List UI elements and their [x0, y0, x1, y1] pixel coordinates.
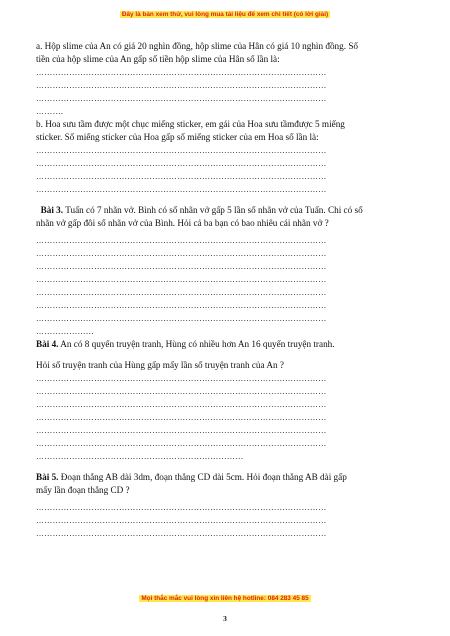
exercise-5-label: Bài 5.	[36, 472, 59, 482]
answer-line: ……………………………………………………………………………………………	[36, 159, 327, 168]
exercise-3-line-2: nhãn vở gấp đôi số nhãn vở của Bình. Hỏi cả ba bạn có bao nhiêu cái nhãn vở ?	[36, 218, 329, 228]
answer-line: ……………………………………………………………………………………………	[36, 374, 327, 383]
question-b-line-1: b. Hoa sưu tầm được một chục miếng sticker, em gái của Hoa sưu tầmđược 5 miếng	[36, 119, 345, 129]
answer-line: ……………………………………………………………………………………………	[36, 529, 327, 538]
preview-notice-text: Đây là bản xem thử, vui lòng mua tài liệu để xem chi tiết (có lời giải)	[121, 11, 329, 18]
exercise-5-line-1	[36, 471, 412, 484]
preview-notice-banner	[0, 11, 450, 18]
answer-line: ……………………………………………………………………………………………	[36, 426, 327, 435]
answer-line: ……………………………………………………………………………………………	[36, 249, 327, 258]
answer-line: ……………………………………………………………………………………………	[36, 413, 327, 422]
answer-line: ……………………………………………………………………………………………	[36, 503, 327, 512]
exercise-5-line-2: mấy lần đoạn thẳng CD ?	[36, 485, 130, 495]
answer-line: ……………………………………………………………………………………………	[36, 275, 327, 284]
page-number: 3	[223, 614, 227, 623]
hotline-footer	[0, 595, 450, 602]
question-b-line-2: sticker. Số miếng sticker của Hoa gấp số miếng sticker của em Hoa số lần là:	[36, 132, 319, 142]
exercise-3-text: Tuấn có 7 nhãn vở. Bình có số nhãn vở gấp 5 lần số nhãn vở của Tuấn. Chi có số	[63, 205, 363, 215]
exercise-4-text: An có 8 quyển truyện tranh, Hùng có nhiều hơn An 16 quyển truyện tranh.	[58, 339, 335, 349]
answer-line-short: …………………	[36, 327, 95, 336]
answer-line: ……………………………………………………………………………………………	[36, 301, 327, 310]
exercise-4-line-2: Hỏi số truyện tranh của Hùng gấp mấy lần số truyện tranh của An ?	[36, 360, 284, 370]
exercise-3-line-1	[36, 204, 412, 217]
answer-line: ……………………………………………………………………………………………	[36, 172, 327, 181]
answer-line: ……………………………………………………………………………………………	[36, 516, 327, 525]
answer-line: ……………………………………………………………………………………………	[36, 288, 327, 297]
worksheet-content	[36, 40, 412, 540]
answer-line: ……………………………………………………………………………………………	[36, 185, 327, 194]
answer-line: ……………………………………………………………………………………………	[36, 94, 327, 103]
answer-line-short: ……….	[36, 107, 64, 116]
answer-line: ……………………………………………………………………………………………	[36, 236, 327, 245]
exercise-3-label: Bài 3.	[40, 205, 64, 215]
answer-line: ……………………………………………………………………………………………	[36, 400, 327, 409]
answer-line: ……………………………………………………………………………………………	[36, 81, 327, 90]
exercise-5-text: Đoạn thẳng AB dài 3dm, đoạn thẳng CD dài 5cm. Hỏi đoạn thẳng AB dài gấp	[58, 472, 347, 482]
answer-line: ……………………………………………………………………………………………	[36, 314, 327, 323]
exercise-4-line-1	[36, 338, 412, 351]
answer-line: ……………………………………………………………………………………………	[36, 439, 327, 448]
answer-line: ……………………………………………………………………………………………	[36, 387, 327, 396]
question-a-line-1: a. Hộp slime của An có giá 20 nghìn đồng, hộp slime của Hân có giá 10 nghìn đồng. Số	[36, 41, 359, 51]
question-a-line-2: tiền của hộp slime của An gấp số tiền hộp slime của Hân số lần là:	[36, 54, 280, 64]
answer-line: ……………………………………………………………………………………………	[36, 68, 327, 77]
exercise-4-label: Bài 4.	[36, 339, 59, 349]
answer-line: ……………………………………………………………………………………………	[36, 262, 327, 271]
hotline-text: Mọi thắc mắc vui lòng xin liên hệ hotline: 084 283 45 85	[141, 595, 309, 602]
answer-line: ……………………………………………………………………………………………	[36, 146, 327, 155]
answer-line-medium: …………………………………………………………………	[36, 452, 244, 461]
